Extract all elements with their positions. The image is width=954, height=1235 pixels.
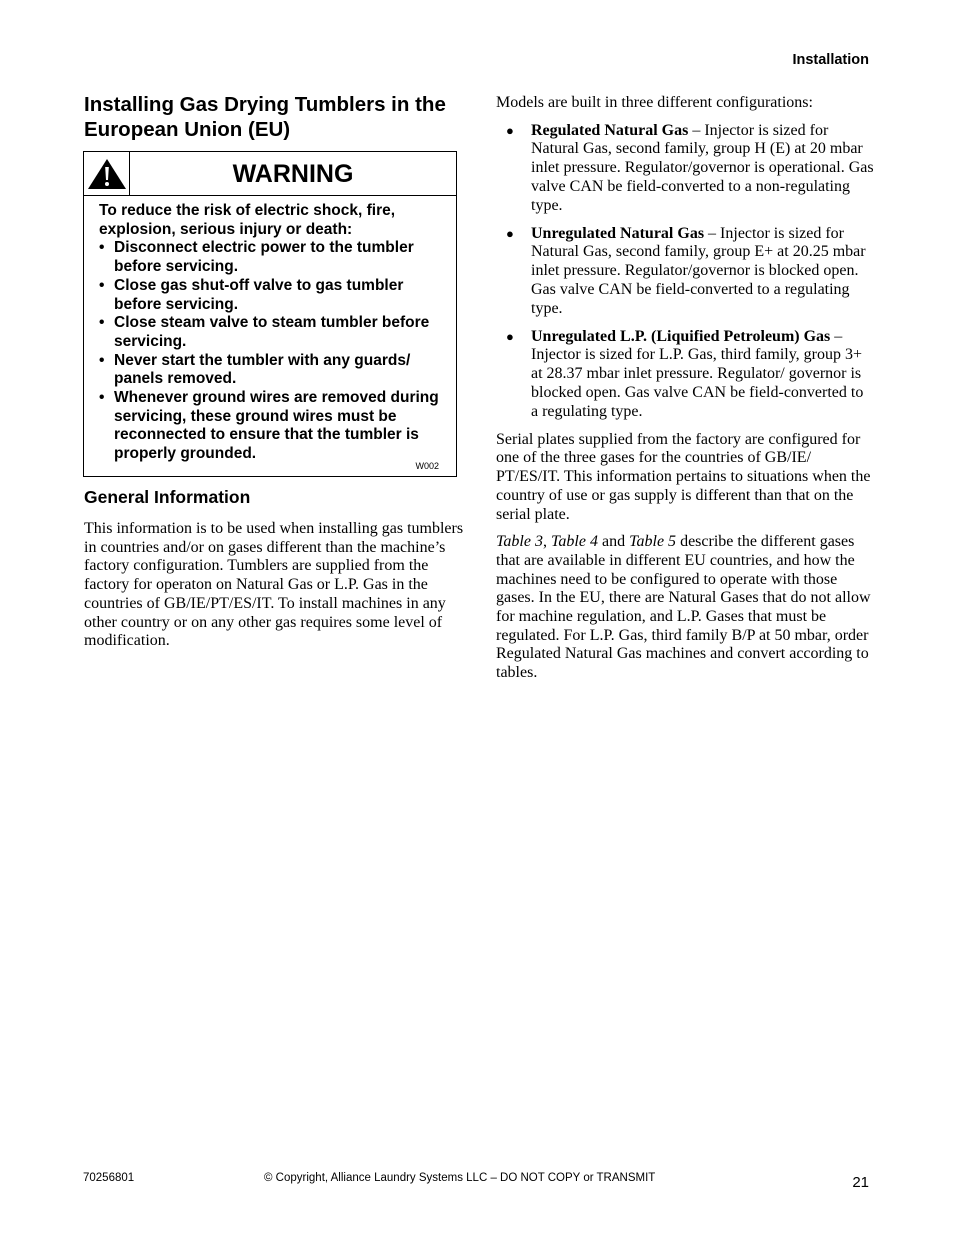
table-3-link[interactable]: Table 3 <box>496 533 543 551</box>
configurations-list <box>496 122 874 422</box>
copyright-notice: © Copyright, Alliance Laundry Systems LLC – DO NOT COPY or TRANSMIT <box>264 1172 656 1184</box>
document-number: 70256801 <box>83 1172 135 1184</box>
config-text: – Injector is sized for L.P. Gas, third family, group 3+ at 28.37 mbar inlet pressure. Regulator/ governor is blocked open. Gas valve CAN be field-converted to a regulating type. <box>531 327 864 420</box>
warning-item: • Close gas shut-off valve to gas tumbler before servicing. <box>99 277 446 314</box>
bullet-icon: ● <box>506 328 514 344</box>
warning-intro: To reduce the risk of electric shock, fire, explosion, serious injury or death: <box>99 202 396 238</box>
warning-box <box>83 151 457 477</box>
configurations-intro: Models are built in three different configurations: <box>496 94 813 111</box>
section-header: Installation <box>792 52 869 68</box>
warning-item: • Close steam valve to steam tumbler before servicing. <box>99 314 446 351</box>
general-information-heading: General Information <box>84 487 251 507</box>
warning-header <box>84 152 456 196</box>
bullet-icon: ● <box>506 122 514 138</box>
page-footer <box>0 1172 954 1196</box>
separator-text: and <box>597 533 630 551</box>
tables-description: describe the different gases that are available in different EU countries, and how the machines need to be configured to operate with those gases. In the EU, there are Natural Gases that do not allow for machine regulation, and L.P. Gases that must be regulated. For L.P. Gas, third family B/P at 50 mbar, order Regulated Natural Gas machines and convert according to tables. <box>496 533 871 682</box>
bullet-icon: ● <box>506 225 514 241</box>
right-column <box>496 94 874 683</box>
warning-item: • Whenever ground wires are removed during servicing, these ground wires must be reconnected to ensure that the tumbler is properly grounded. <box>99 389 446 464</box>
serial-plates-paragraph: Serial plates supplied from the factory are configured for one of the three gases for the countries of GB/IE/ PT/ES/IT. This information pertains to situations when the country of use or gas supply is different than that on the serial plate. <box>496 430 871 523</box>
config-term: Unregulated Natural Gas <box>531 224 705 242</box>
table-4-link[interactable]: Table 4 <box>550 533 598 551</box>
config-text: – Injector is sized for Natural Gas, second family, group H (E) at 20 mbar inlet pressure. Regulator/governor is operational. Gas valve CAN be field-converted to a non-regulating type. <box>531 121 874 214</box>
general-information-body: This information is to be used when installing gas tumblers in countries and/or on gases different than the machine’s factory configuration. Tumblers are supplied from the factory for operaton on Natural Gas or L.P. Gas in the countries of GB/IE/PT/ES/IT. To install machines in any other country or on any other gas requires some level of modification. <box>84 520 464 650</box>
page-title: Installing Gas Drying Tumblers in the European Union (EU) <box>84 93 446 141</box>
config-term: Unregulated L.P. (Liquified Petroleum) Gas <box>531 327 831 345</box>
warning-item: • Disconnect electric power to the tumbler before servicing. <box>99 239 446 276</box>
warning-item: • Never start the tumbler with any guards/ panels removed. <box>99 352 446 389</box>
warning-triangle-icon <box>87 158 127 190</box>
warning-code: W002 <box>415 461 439 471</box>
separator-text: , <box>542 533 551 551</box>
list-item <box>496 328 874 422</box>
config-text: – Injector is sized for Natural Gas, second family, group E+ at 20.25 mbar inlet pressure. Regulator/governor is blocked open. Gas valve CAN be field-converted to a regulating type. <box>531 224 866 317</box>
list-item <box>496 225 874 319</box>
tables-paragraph <box>496 533 874 683</box>
list-item <box>496 122 874 216</box>
warning-body <box>84 196 456 464</box>
config-term: Regulated Natural Gas <box>531 121 689 139</box>
warning-title: WARNING <box>232 160 354 188</box>
warning-list <box>99 239 446 463</box>
warning-icon-cell <box>84 152 130 195</box>
page-number: 21 <box>852 1174 869 1191</box>
table-5-link[interactable]: Table 5 <box>629 533 677 551</box>
